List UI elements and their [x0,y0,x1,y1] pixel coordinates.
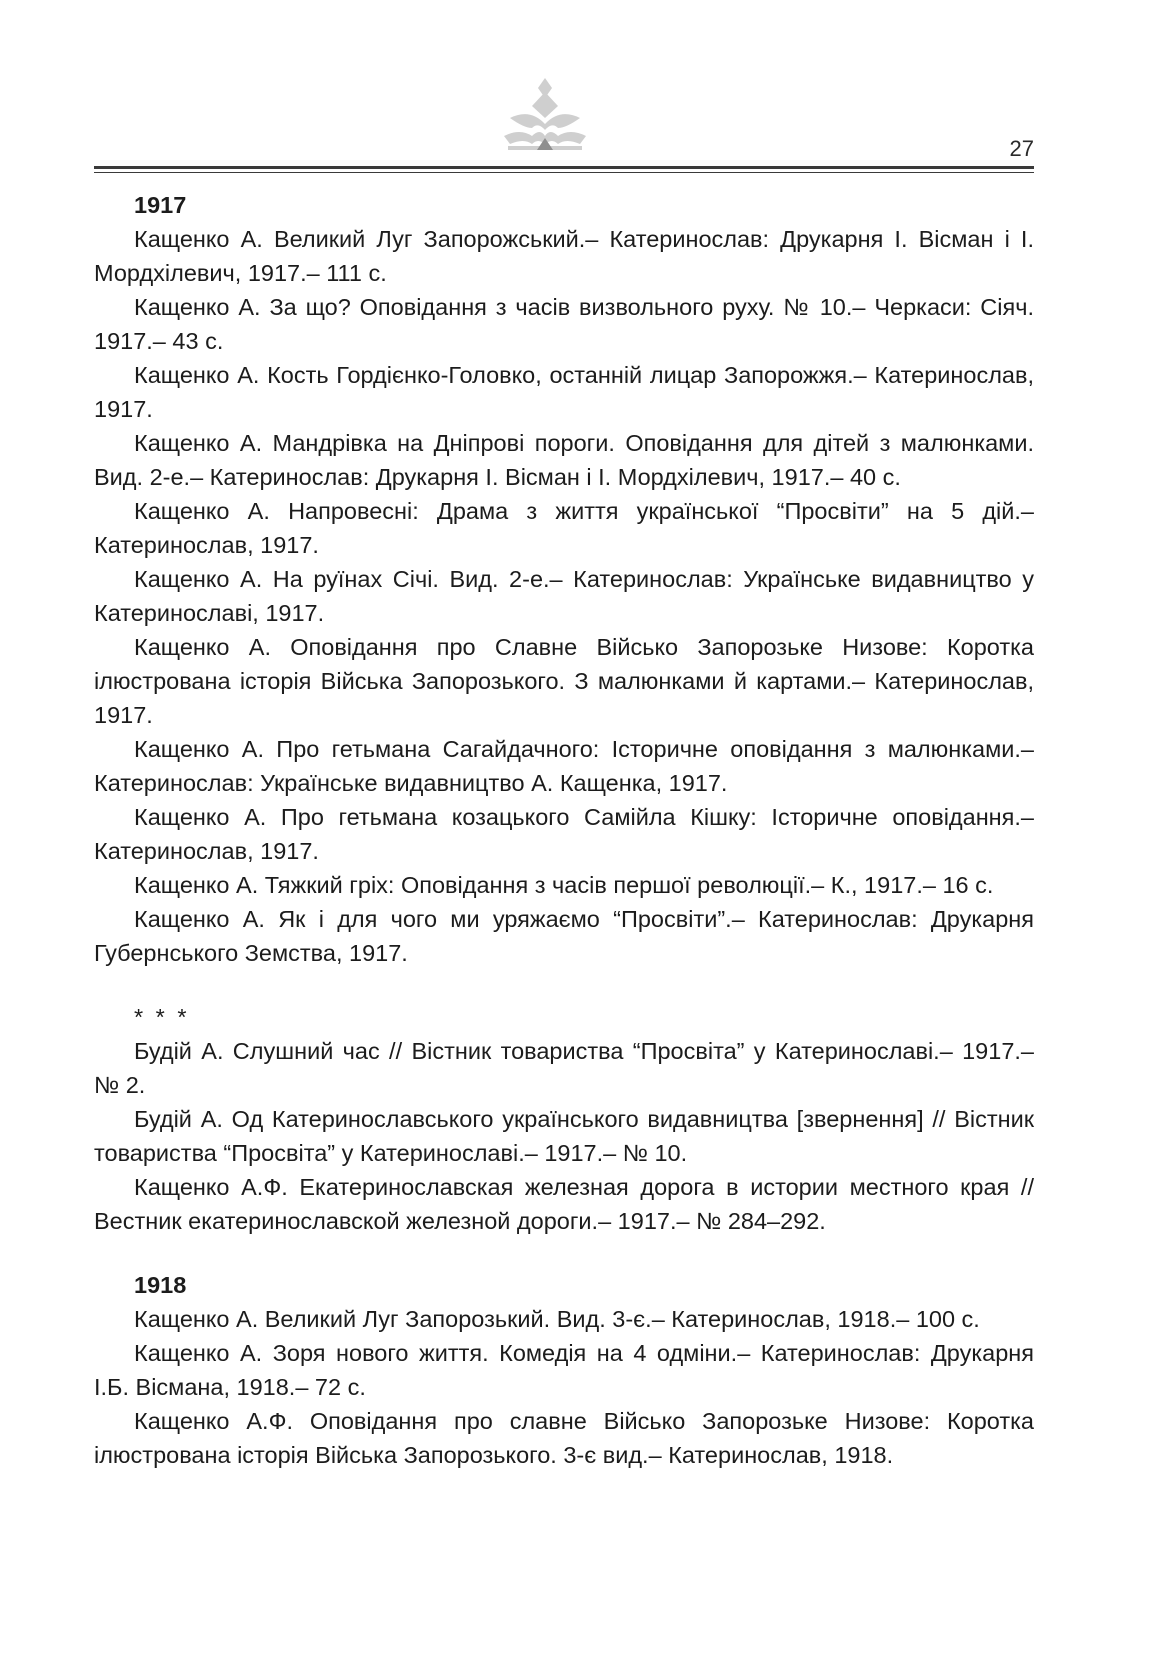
bibliography-entry: Кащенко А. Про гетьмана козацького Самійла Кішку: Історичне оповідання.– Катеринослав, 1917. [94,804,1034,864]
header-rule-thick [94,166,1034,169]
periodical-entry: Будій А. Слушний час // Вістник товариства “Просвіта” у Катеринославі.– 1917.– № 2. [94,1038,1034,1098]
bibliography-entry: Кащенко А. Напровесні: Драма з життя української “Просвіти” на 5 дій.– Катеринослав, 1917. [94,498,1034,558]
periodical-entry: Будій А. Од Катеринославського українського видавництва [звернення] // Вістник товариства “Просвіта” у Катеринославі.– 1917.– № 10. [94,1106,1034,1166]
year-heading: 1918 [134,1272,187,1298]
bibliography-entry: Кащенко А. На руїнах Січі. Вид. 2-е.– Катеринослав: Українське видавництво у Катеринославі, 1917. [94,566,1034,626]
section-separator: * * * [134,1004,190,1030]
bibliography-entry: Кащенко А.Ф. Оповідання про славне Військо Запорозьке Низове: Коротка ілюстрована історія Війська Запорозького. 3-є вид.– Катеринослав, 1918. [94,1408,1034,1468]
bibliography-entry: Кащенко А. Про гетьмана Сагайдачного: Історичне оповідання з малюнками.– Катеринослав: Українське видавництво А. Кащенка, 1917. [94,736,1034,796]
bibliography-entry: Кащенко А. Великий Луг Запорожський.– Катеринослав: Друкарня І. Вісман і І. Мордхілевич, 1917.– 111 с. [94,226,1034,286]
header-rule-thin [94,172,1034,173]
bibliography-entry: Кащенко А. Як і для чого ми уряжаємо “Просвіти”.– Катеринослав: Друкарня Губернського Земства, 1917. [94,906,1034,966]
section-gap [94,970,1034,1000]
bibliography-entry: Кащенко А. Кость Гордієнко-Головко, останній лицар Запорожжя.– Катеринослав, 1917. [94,362,1034,422]
folk-ornament-icon [500,78,590,156]
bibliography-entry: Кащенко А. Зоря нового життя. Комедія на 4 одміни.– Катеринослав: Друкарня І.Б. Вісмана, 1918.– 72 с. [94,1340,1034,1400]
bibliography-entry: Кащенко А. За що? Оповідання з часів визвольного руху. № 10.– Черкаси: Сіяч. 1917.– 43 с. [94,294,1034,354]
bibliography-entry: Кащенко А. Тяжкий гріх: Оповідання з часів першої революції.– К., 1917.– 16 с. [134,872,994,898]
bibliography-entry: Кащенко А. Великий Луг Запорозький. Вид. 3-є.– Катеринослав, 1918.– 100 с. [134,1306,980,1332]
page-number: 27 [1009,136,1034,161]
bibliography-entry: Кащенко А. Оповідання про Славне Військо Запорозьке Низове: Коротка ілюстрована історія Війська Запорозького. З малюнками й картами.– Катеринослав, 1917. [94,634,1034,728]
bibliography-entry: Кащенко А. Мандрівка на Дніпрові пороги. Оповідання для дітей з малюнками. Вид. 2-е.– Катеринослав: Друкарня І. Вісман і І. Мордхілевич, 1917.– 40 с. [94,430,1034,490]
bibliography-body [94,188,1034,1472]
year-heading: 1917 [134,192,187,218]
section-gap [94,1238,1034,1268]
periodical-entry: Кащенко А.Ф. Екатеринославская железная дорога в истории местного края // Вестник екатеринославской железной дороги.– 1917.– № 284–292. [94,1174,1034,1234]
